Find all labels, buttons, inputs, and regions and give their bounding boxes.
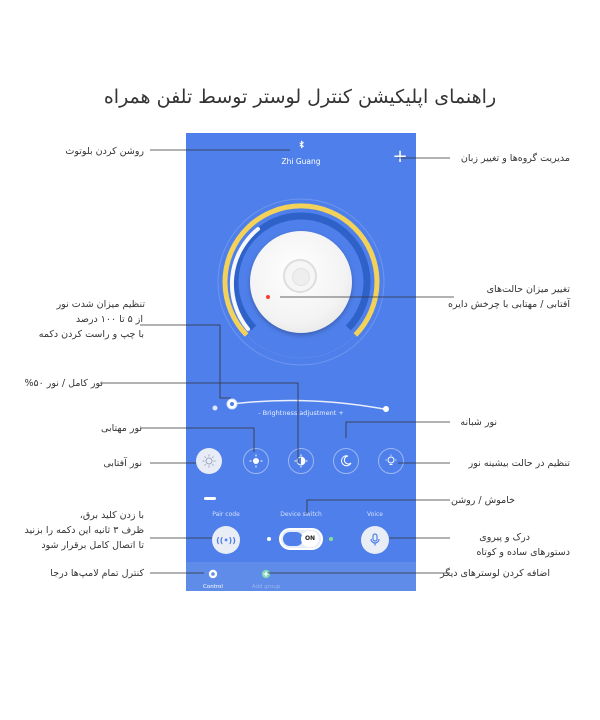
annotation-control-all: کنترل تمام لامپ‌ها درجا [50, 568, 144, 579]
line-moonlight [140, 428, 254, 452]
annotation-dial-2: آفتابی / مهتابی با چرخش دایره [448, 299, 570, 310]
line-night [346, 422, 450, 438]
toggle-knob: ON [301, 531, 319, 547]
annotation-max-light: تنظیم در حالت بیشینه نور [468, 458, 570, 469]
annotation-full-half: نور کامل / نور ۵۰% [24, 378, 103, 389]
line-onoff [307, 500, 450, 514]
annotation-onoff: خاموش / روشن [451, 495, 515, 506]
pair-code-label: Pair code [212, 511, 240, 518]
annotation-pair-2: ظرف ۳ ثانیه این دکمه را بزنید [24, 525, 144, 536]
annotation-dial-1: تغییر میزان حالت‌های [486, 284, 570, 295]
annotation-brightness-1: تنظیم میزان شدت نور [56, 299, 145, 310]
annotation-moonlight: نور مهتابی [101, 423, 142, 434]
voice-label: Voice [367, 511, 383, 518]
signal-icon: ((•)) [216, 535, 236, 545]
annotation-brightness-3: با چپ و راست کردن دکمه [38, 329, 144, 340]
tab-control-label: Control [203, 584, 223, 590]
annotation-voice-2: دستورهای ساده و کوتاه [476, 547, 570, 558]
add-button[interactable]: + [392, 146, 408, 167]
app-name: Zhi Guang [281, 157, 321, 166]
brightness-label: - Brightness adjustment + [258, 409, 344, 417]
line-brightness [140, 325, 231, 398]
tab-add-group-label: Add group [251, 584, 281, 590]
annotation-groups: مدیریت گروه‌ها و تغییر زبان [460, 153, 570, 164]
annotation-brightness-2: از ۵ تا ۱۰۰ درصد [75, 314, 143, 325]
annotation-voice-1: درک و پیروی [479, 532, 530, 543]
annotation-add-more: اضافه کردن لوسترهای دیگر [440, 568, 550, 579]
annotation-pair-3: تا اتصال کامل برقرار شود [41, 540, 144, 551]
annotation-pair-1: با زدن کلید برق، [79, 510, 144, 521]
annotation-bluetooth: روشن کردن بلوتوث [65, 146, 144, 157]
page-title: راهنمای اپلیکیشن کنترل لوستر توسط تلفن همراه [103, 86, 497, 108]
annotation-night: نور شبانه [460, 417, 497, 428]
device-switch-label: Device switch [280, 511, 322, 518]
annotation-sunlight: نور آفتابی [103, 458, 142, 469]
